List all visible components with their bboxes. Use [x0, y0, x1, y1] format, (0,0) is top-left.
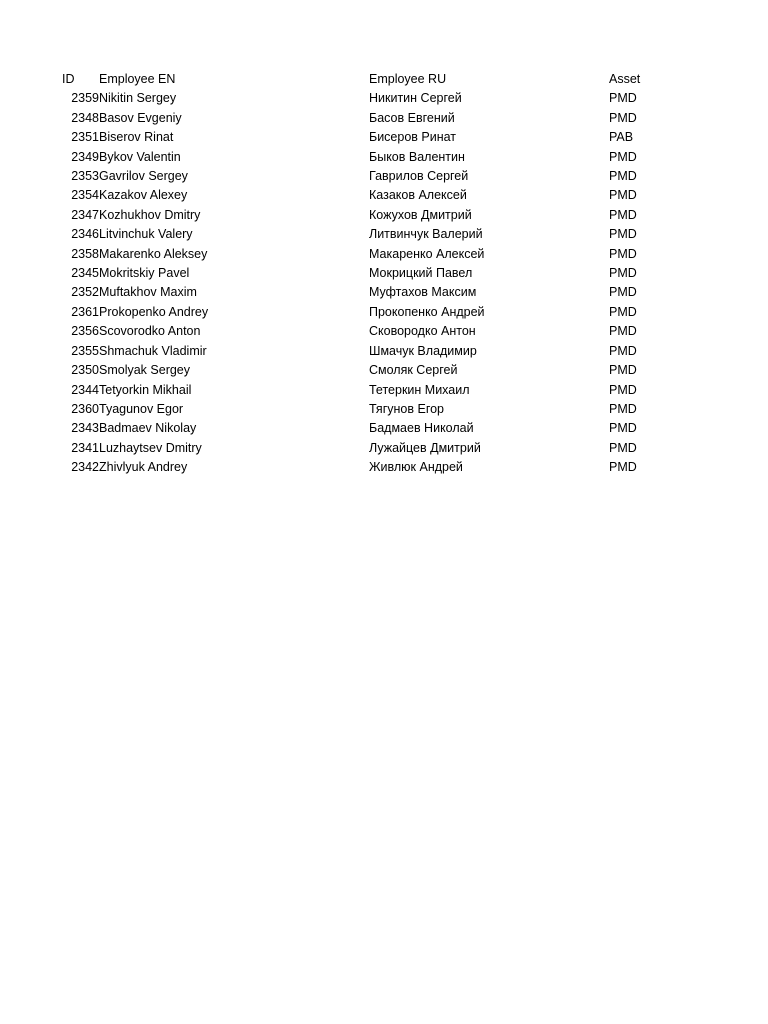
- cell-employee-en: Zhivlyuk Andrey: [99, 460, 188, 475]
- table-row: [62, 283, 669, 302]
- table-row: [62, 342, 669, 361]
- cell-id: 2358: [71, 246, 99, 261]
- cell-employee-en: Scovorodko Anton: [99, 324, 201, 339]
- table-row: [62, 186, 669, 205]
- cell-employee-ru: Быков Валентин: [369, 149, 465, 164]
- cell-id: 2355: [71, 343, 99, 358]
- table-row: [62, 322, 669, 341]
- cell-employee-ru: Басов Евгений: [369, 110, 455, 125]
- cell-asset: PMD: [609, 207, 637, 222]
- cell-id: 2361: [71, 304, 99, 319]
- cell-employee-ru: Казаков Алексей: [369, 188, 467, 203]
- header-id: ID: [62, 72, 75, 86]
- cell-employee-en: Kozhukhov Dmitry: [99, 207, 201, 222]
- cell-id: 2351: [71, 130, 99, 145]
- table-row: [62, 361, 669, 380]
- cell-asset: PMD: [609, 188, 637, 203]
- cell-asset: PMD: [609, 227, 637, 242]
- cell-employee-en: Tyagunov Egor: [99, 401, 184, 416]
- cell-employee-en: Smolyak Sergey: [99, 363, 191, 378]
- cell-employee-en: Bykov Valentin: [99, 149, 181, 164]
- cell-employee-ru: Сковородко Антон: [369, 324, 476, 339]
- cell-employee-ru: Литвинчук Валерий: [369, 227, 483, 242]
- cell-id: 2349: [71, 149, 99, 164]
- table-row: [62, 419, 669, 438]
- table-row: [62, 264, 669, 283]
- table-header: [62, 70, 669, 89]
- cell-id: 2344: [71, 382, 99, 397]
- cell-employee-ru: Прокопенко Андрей: [369, 304, 485, 319]
- cell-id: 2342: [71, 460, 99, 475]
- cell-id: 2350: [71, 363, 99, 378]
- table-body: [62, 89, 669, 477]
- table-row: [62, 381, 669, 400]
- table-row: [62, 303, 669, 322]
- cell-asset: PMD: [609, 149, 637, 164]
- header-row: [62, 70, 669, 89]
- header-asset: Asset: [609, 72, 641, 86]
- table-row: [62, 89, 669, 108]
- cell-asset: PMD: [609, 246, 637, 261]
- cell-employee-en: Basov Evgeniy: [99, 110, 182, 125]
- cell-asset: PMD: [609, 285, 637, 300]
- table-row: [62, 439, 669, 458]
- cell-id: 2343: [71, 421, 99, 436]
- cell-id: 2341: [71, 440, 99, 455]
- cell-employee-en: Badmaev Nikolay: [99, 421, 197, 436]
- cell-employee-en: Biserov Rinat: [99, 130, 174, 145]
- cell-employee-en: Tetyorkin Mikhail: [99, 382, 192, 397]
- cell-id: 2346: [71, 227, 99, 242]
- cell-employee-ru: Бадмаев Николай: [369, 421, 474, 436]
- cell-asset: PMD: [609, 421, 637, 436]
- cell-employee-ru: Никитин Сергей: [369, 91, 462, 106]
- cell-employee-ru: Живлюк Андрей: [369, 460, 463, 475]
- cell-employee-en: Mokritskiy Pavel: [99, 266, 190, 281]
- cell-id: 2352: [71, 285, 99, 300]
- cell-asset: PMD: [609, 324, 637, 339]
- cell-id: 2345: [71, 266, 99, 281]
- cell-asset: PMD: [609, 382, 637, 397]
- table-row: [62, 245, 669, 264]
- cell-employee-en: Shmachuk Vladimir: [99, 343, 207, 358]
- table-row: [62, 225, 669, 244]
- cell-asset: PMD: [609, 401, 637, 416]
- cell-employee-ru: Муфтахов Максим: [369, 285, 477, 300]
- table-row: [62, 167, 669, 186]
- header-employee-en: Employee EN: [99, 72, 176, 86]
- cell-employee-en: Litvinchuk Valery: [99, 227, 193, 242]
- cell-id: 2347: [71, 207, 99, 222]
- header-employee-ru: Employee RU: [369, 72, 447, 86]
- cell-employee-en: Muftakhov Maxim: [99, 285, 197, 300]
- cell-id: 2353: [71, 169, 99, 184]
- table-row: [62, 128, 669, 147]
- cell-asset: PAB: [609, 130, 634, 145]
- cell-id: 2359: [71, 91, 99, 106]
- cell-asset: PMD: [609, 343, 637, 358]
- cell-employee-ru: Тетеркин Михаил: [369, 382, 470, 397]
- table-row: [62, 109, 669, 128]
- cell-employee-ru: Макаренко Алексей: [369, 246, 485, 261]
- cell-employee-ru: Мокрицкий Павел: [369, 266, 473, 281]
- cell-asset: PMD: [609, 440, 637, 455]
- cell-id: 2354: [71, 188, 99, 203]
- cell-employee-en: Kazakov Alexey: [99, 188, 188, 203]
- cell-asset: PMD: [609, 266, 637, 281]
- cell-employee-ru: Бисеров Ринат: [369, 130, 457, 145]
- cell-employee-en: Prokopenko Andrey: [99, 304, 209, 319]
- cell-employee-en: Nikitin Sergey: [99, 91, 177, 106]
- cell-employee-ru: Тягунов Егор: [369, 401, 445, 416]
- cell-employee-ru: Шмачук Владимир: [369, 343, 477, 358]
- cell-employee-ru: Кожухов Дмитрий: [369, 207, 472, 222]
- table-row: [62, 458, 669, 477]
- cell-employee-en: Luzhaytsev Dmitry: [99, 440, 202, 455]
- cell-id: 2356: [71, 324, 99, 339]
- cell-asset: PMD: [609, 460, 637, 475]
- cell-asset: PMD: [609, 304, 637, 319]
- table-row: [62, 206, 669, 225]
- cell-id: 2360: [71, 401, 99, 416]
- cell-employee-en: Gavrilov Sergey: [99, 169, 188, 184]
- table-row: [62, 400, 669, 419]
- cell-employee-ru: Гаврилов Сергей: [369, 169, 469, 184]
- cell-employee-ru: Лужайцев Дмитрий: [369, 440, 481, 455]
- cell-asset: PMD: [609, 363, 637, 378]
- cell-employee-ru: Смоляк Сергей: [369, 363, 458, 378]
- cell-employee-en: Makarenko Aleksey: [99, 246, 208, 261]
- table-row: [62, 148, 669, 167]
- employee-table: [62, 70, 669, 478]
- cell-id: 2348: [71, 110, 99, 125]
- cell-asset: PMD: [609, 91, 637, 106]
- cell-asset: PMD: [609, 169, 637, 184]
- cell-asset: PMD: [609, 110, 637, 125]
